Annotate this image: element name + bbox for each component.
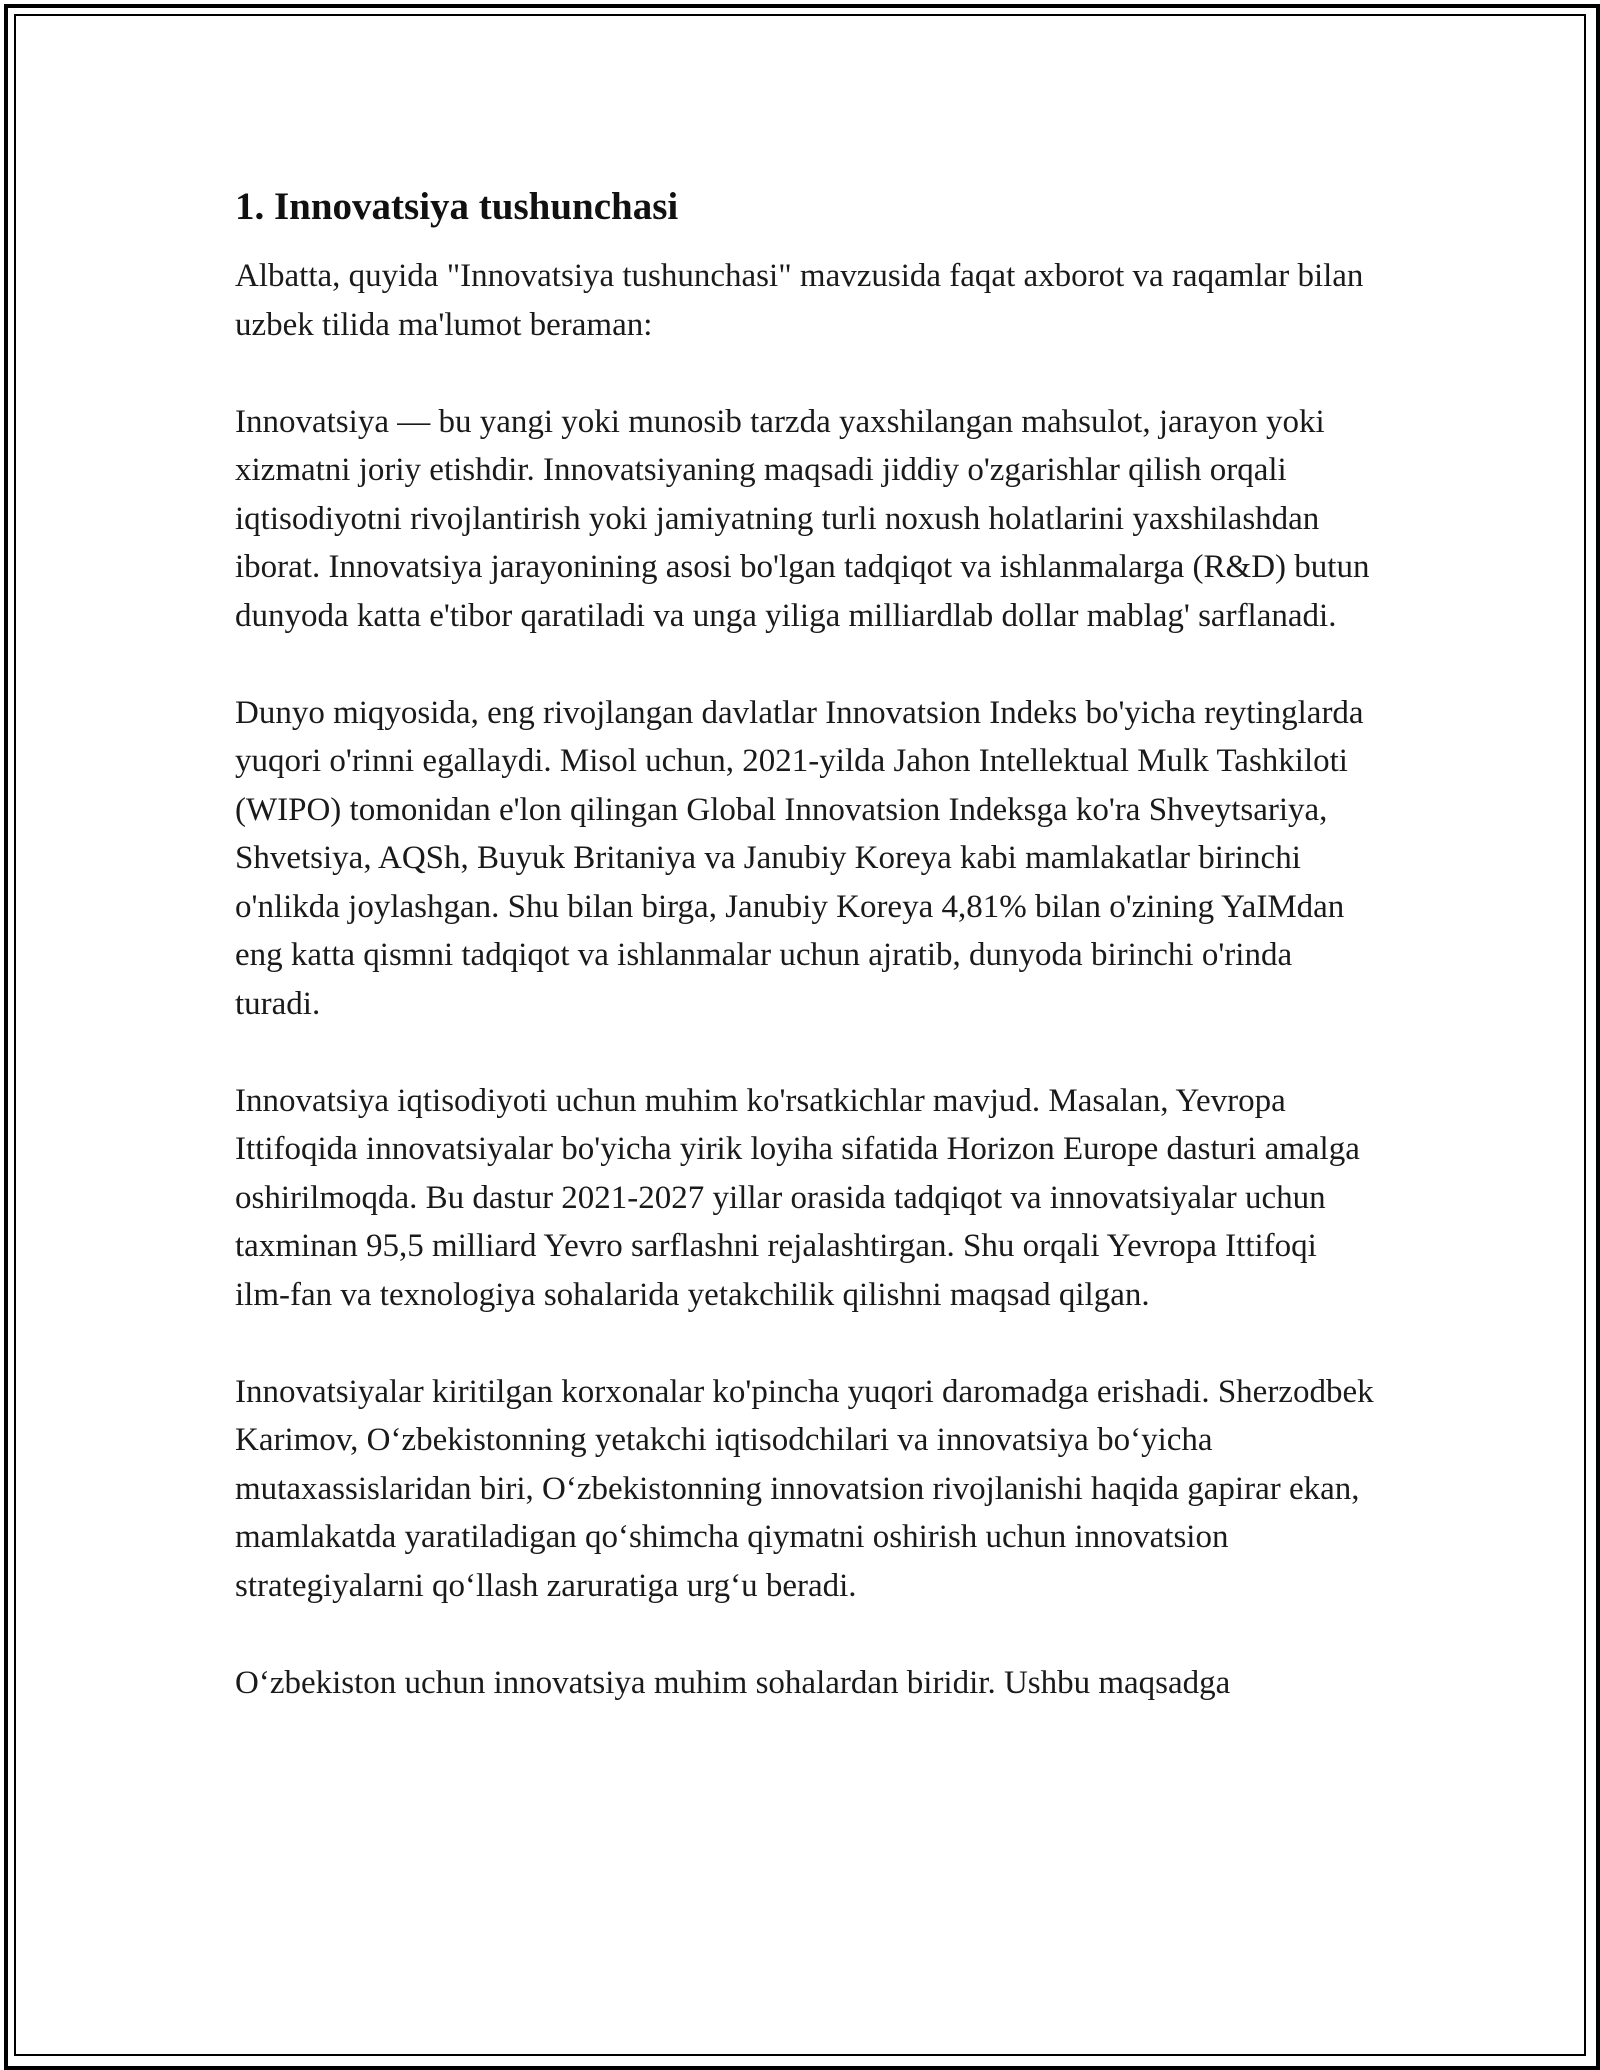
document-page — [235, 183, 1375, 1756]
paragraph-global-index: Dunyo miqyosida, eng rivojlangan davlatlar Innovatsion Indeks bo'yicha reytinglarda yuqori o'rinni egallaydi. Misol uchun, 2021-yilda Jahon Intellektual Mulk Tashkiloti (WIPO) tomonidan e'lon qilingan Global Innovatsion Indeksga ko'ra Shveytsariya, Shvetsiya, AQSh, Buyuk Britaniya va Janubiy Koreya kabi mamlakatlar birinchi o'nlikda joylashgan. Shu bilan birga, Janubiy Koreya 4,81% bilan o'zining YaIMdan eng katta qismni tadqiqot va ishlanmalar uchun ajratib, dunyoda birinchi o'rinda turadi. — [235, 694, 1364, 1022]
paragraph-definition: Innovatsiya — bu yangi yoki munosib tarzda yaxshilangan mahsulot, jarayon yoki xizmatni joriy etishdir. Innovatsiyaning maqsadi jiddiy o'zgarishlar qilish orqali iqtisodiyotni rivojlantirish yoki jamiyatning turli noxush holatlarini yaxshilashdan iborat. Innovatsiya jarayonining asosi bo'lgan tadqiqot va ishlanmalarga (R&D) butun dunyoda katta e'tibor qaratiladi va unga yiliga milliardlab dollar mablag' sarflanadi. — [235, 403, 1370, 634]
paragraph-intro: Albatta, quyida "Innovatsiya tushunchasi" mavzusida faqat axborot va raqamlar bilan uzbek tilida ma'lumot beraman: — [235, 258, 1364, 343]
section-heading: 1. Innovatsiya tushunchasi — [235, 185, 679, 228]
paragraph-horizon-europe: Innovatsiya iqtisodiyoti uchun muhim ko'rsatkichlar mavjud. Masalan, Yevropa Ittifoqida innovatsiyalar bo'yicha yirik loyiha sifatida Horizon Europe dasturi amalga oshirilmoqda. Bu dastur 2021-2027 yillar orasida tadqiqot va innovatsiyalar uchun taxminan 95,5 milliard Yevro sarflashni rejalashtirgan. Shu orqali Yevropa Ittifoqi ilm-fan va texnologiya sohalarida yetakchilik qilishni maqsad qilgan. — [235, 1082, 1360, 1313]
paragraph-uzbekistan-expert: Innovatsiyalar kiritilgan korxonalar ko'pincha yuqori daromadga erishadi. Sherzodbek Karimov, O‘zbekistonning yetakchi iqtisodchilari va innovatsiya bo‘yicha mutaxassislaridan biri, O‘zbekistonning innovatsion rivojlanishi haqida gapirar ekan, mamlakatda yaratiladigan qo‘shimcha qiymatni oshirish uchun innovatsion strategiyalarni qo‘llash zaruratiga urg‘u beradi. — [235, 1373, 1374, 1604]
paragraph-uzbekistan: O‘zbekiston uchun innovatsiya muhim sohalardan biridir. Ushbu maqsadga — [235, 1664, 1231, 1701]
